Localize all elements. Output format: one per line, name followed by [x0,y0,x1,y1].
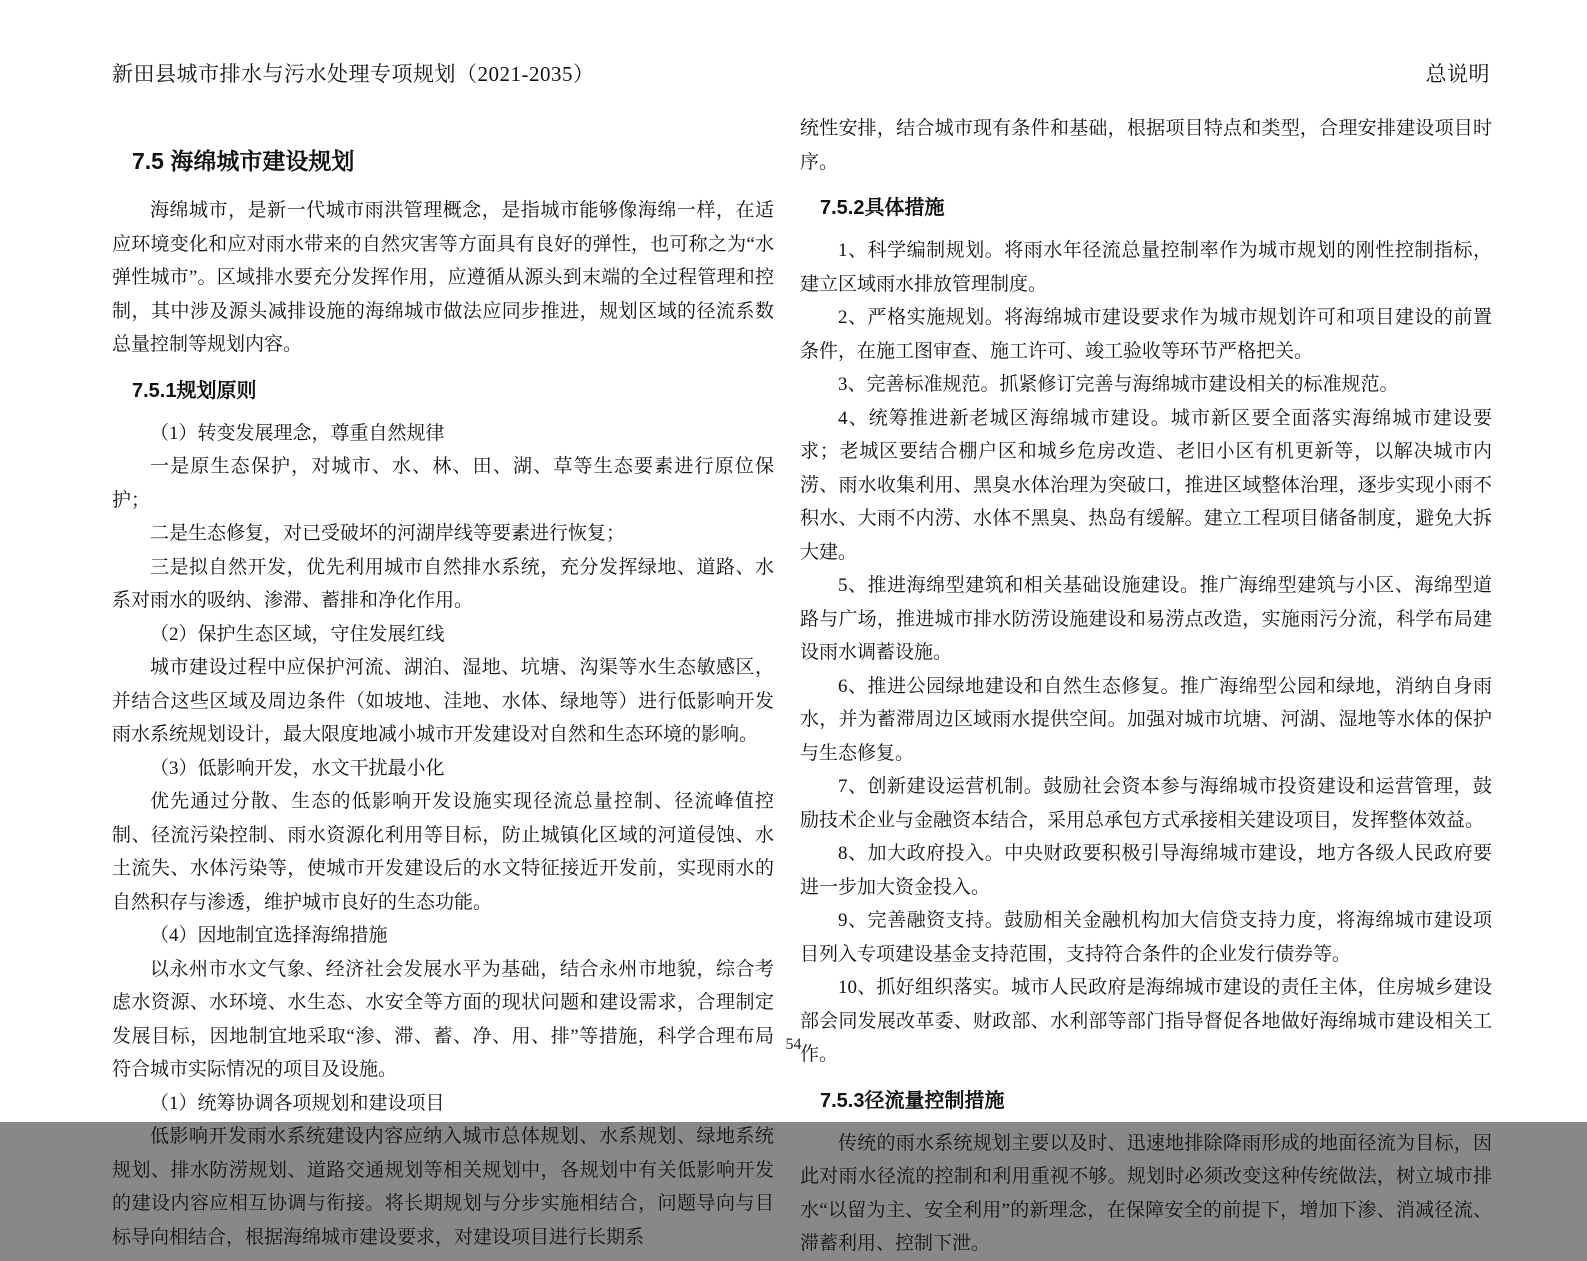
paragraph: 8、加大政府投入。中央财政要积极引导海绵城市建设，地方各级人民政府要进一步加大资金投入。 [800,843,1492,898]
paragraph: 统性安排，结合城市现有条件和基础，根据项目特点和类型，合理安排建设项目时序。 [800,118,1492,173]
paragraph: 1、科学编制规划。将雨水年径流总量控制率作为城市规划的刚性控制指标，建立区域雨水排放管理制度。 [800,240,1492,295]
paragraph: 3、完善标准规范。抓紧修订完善与海绵城市建设相关的标准规范。 [838,374,1399,395]
paragraph: （1）转变发展理念，尊重自然规律 [150,422,445,444]
paragraph: 三是拟自然开发，优先利用城市自然排水系统，充分发挥绿地、道路、水系对雨水的吸纳、渗滞、蓄排和净化作用。 [112,556,774,611]
right-column [800,112,1492,1261]
section-heading: 7.5.2具体措施 [820,197,945,219]
header-document-title: 新田县城市排水与污水处理专项规划（2021-2035） [112,62,595,86]
paragraph: 海绵城市，是新一代城市雨洪管理概念，是指城市能够像海绵一样，在适应环境变化和应对雨水带来的自然灾害等方面具有良好的弹性，也可称之为“水弹性城市”。区域排水要充分发挥作用，应遵循从源头到末端的全过程管理和控制，其中涉及源头减排设施的海绵城市做法应同步推进，规划区域的径流系数总量控制等规划内容。 [112,200,774,355]
paragraph: 以永州市水文气象、经济社会发展水平为基础，结合永州市地貌，综合考虑水资源、水环境、水生态、水安全等方面的现状问题和建设需求，合理制定发展目标，因地制宜地采取“渗、滞、蓄、净、用、排”等措施，科学合理布局符合城市实际情况的项目及设施。 [112,958,774,1080]
paragraph: 6、推进公园绿地建设和自然生态修复。推广海绵型公园和绿地，消纳自身雨水，并为蓄滞周边区域雨水提供空间。加强对城市坑塘、河湖、湿地等水体的保护与生态修复。 [800,675,1492,764]
paragraph: 4、统筹推进新老城区海绵城市建设。城市新区要全面落实海绵城市建设要求；老城区要结合棚户区和城乡危房改造、老旧小区有机更新等，以解决城市内涝、雨水收集利用、黑臭水体治理为突破口，推进区域整体治理，逐步实现小雨不积水、大雨不内涝、水体不黑臭、热岛有缓解。建立工程项目储备制度，避免大拆大建。 [800,407,1492,563]
section-heading: 7.5 海绵城市建设规划 [132,148,355,174]
page-number: 54 [785,1036,802,1053]
left-column [112,140,774,1254]
paragraph: 二是生态修复，对已受破坏的河湖岸线等要素进行恢复； [150,523,626,544]
paragraph: （3）低影响开发，水文干扰最小化 [150,757,445,779]
paragraph: 5、推进海绵型建筑和相关基础设施建设。推广海绵型建筑与小区、海绵型道路与广场，推进城市排水防涝设施建设和易涝点改造，实施雨污分流，科学布局建设雨水调蓄设施。 [800,575,1492,663]
paragraph: 优先通过分散、生态的低影响开发设施实现径流总量控制、径流峰值控制、径流污染控制、雨水资源化利用等目标，防止城镇化区域的河道侵蚀、水土流失、水体污染等，使城市开发建设后的水文特征接近开发前，实现雨水的自然积存与渗透，维护城市良好的生态功能。 [112,791,774,913]
paragraph: 一是原生态保护，对城市、水、林、田、湖、草等生态要素进行原位保护； [112,456,774,511]
section-heading: 7.5.3径流量控制措施 [820,1089,1005,1112]
section-heading: 7.5.1规划原则 [132,379,257,402]
paragraph: 传统的雨水系统规划主要以及时、迅速地排除降雨形成的地面径流为目标，因此对雨水径流的控制和利用重视不够。规划时必须改变这种传统做法，树立城市排水“以留为主、安全利用”的新理念，在保障安全的前提下，增加下渗、消减径流、滞蓄利用、控制下泄。 [800,1132,1492,1254]
paragraph: （1）统筹协调各项规划和建设项目 [150,1092,445,1114]
paragraph: （2）保护生态区域，守住发展红线 [150,623,445,645]
header-section-title: 总说明 [1425,62,1490,86]
paragraph: 7、创新建设运营机制。鼓励社会资本参与海绵城市投资建设和运营管理，鼓励技术企业与金融资本结合，采用总承包方式承接相关建设项目，发挥整体效益。 [800,776,1492,831]
running-header [112,58,1490,88]
paragraph: 9、完善融资支持。鼓励相关金融机构加大信贷支持力度，将海绵城市建设项目列入专项建设基金支持范围，支持符合条件的企业发行债券等。 [800,910,1492,965]
paragraph: 2、严格实施规划。将海绵城市建设要求作为城市规划许可和项目建设的前置条件，在施工图审查、施工许可、竣工验收等环节严格把关。 [800,307,1492,362]
paragraph: （4）因地制宜选择海绵措施 [150,925,388,946]
paragraph: 城市建设过程中应保护河流、湖泊、湿地、坑塘、沟渠等水生态敏感区，并结合这些区域及周边条件（如坡地、洼地、水体、绿地等）进行低影响开发雨水系统规划设计，最大限度地减小城市开发建设对自然和生态环境的影响。 [112,657,774,745]
paragraph: 10、抓好组织落实。城市人民政府是海绵城市建设的责任主体，住房城乡建设部会同发展改革委、财政部、水利部等部门指导督促各地做好海绵城市建设相关工作。 [800,977,1492,1065]
paragraph: 低影响开发雨水系统建设内容应纳入城市总体规划、水系规划、绿地系统规划、排水防涝规划、道路交通规划等相关规划中，各规划中有关低影响开发的建设内容应相互协调与衔接。将长期规划与分步实施相结合，问题导向与目标导向相结合，根据海绵城市建设要求，对建设项目进行长期系 [112,1126,774,1248]
